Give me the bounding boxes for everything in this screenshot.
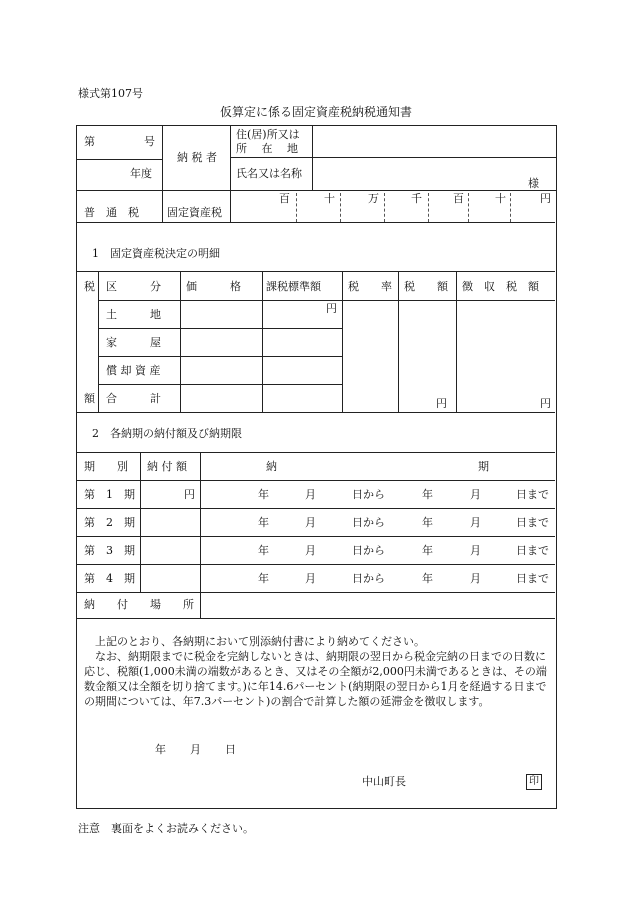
deadline-end-month: 月 xyxy=(470,516,481,529)
unit-ten: 十 xyxy=(495,192,506,205)
col-header-taxable-base: 課税標準額 xyxy=(266,280,321,293)
deadline-start-month: 月 xyxy=(305,516,316,529)
deadline-end-year: 年 xyxy=(422,572,433,585)
footer-note: 注意 裏面をよくお読みください。 xyxy=(78,822,254,835)
deadline-end-month: 月 xyxy=(470,572,481,585)
unit-ten-million: 十 xyxy=(324,192,335,205)
tax-side-label-bottom: 額 xyxy=(84,392,95,405)
issuer-name: 中山町長 xyxy=(362,775,406,788)
col-header-category: 区 分 xyxy=(106,280,161,293)
row-label-total: 合 計 xyxy=(106,392,161,405)
deadline-start-day: 日から xyxy=(352,516,385,529)
unit-hundred: 百 xyxy=(453,192,464,205)
deadline-end-month: 月 xyxy=(470,544,481,557)
taxpayer-label: 納 税 者 xyxy=(177,151,217,164)
deadline-start-day: 日から xyxy=(352,572,385,585)
col-header-payment-amount: 納 付 額 xyxy=(147,460,187,473)
deadline-start-year: 年 xyxy=(258,516,269,529)
unit-thousand: 千 xyxy=(411,192,422,205)
number-suffix: 号 xyxy=(144,135,155,148)
deadline-end-year: 年 xyxy=(422,488,433,501)
col-header-tax-rate: 税 率 xyxy=(348,280,392,293)
name-label: 氏名又は名称 xyxy=(236,167,302,180)
deadline-end-day: 日まで xyxy=(516,516,549,529)
unit-yen: 円 xyxy=(540,192,551,205)
section2-heading: 2 各納期の納付額及び納期限 xyxy=(92,427,242,440)
unit-hundred-million: 百 xyxy=(279,192,290,205)
fiscal-year-label: 年度 xyxy=(130,167,152,180)
deadline-end-month: 月 xyxy=(470,488,481,501)
deadline-start-year: 年 xyxy=(258,572,269,585)
number-prefix: 第 xyxy=(84,135,95,148)
tax-category: 普 通 税 xyxy=(84,206,139,219)
deadline-start-year: 年 xyxy=(258,488,269,501)
taxable-base-yen-unit: 円 xyxy=(326,302,337,315)
document-title: 仮算定に係る固定資産税納税通知書 xyxy=(220,105,413,119)
deadline-start-month: 月 xyxy=(305,544,316,557)
deadline-end-day: 日まで xyxy=(516,488,549,501)
tax-name: 固定資産税 xyxy=(167,206,222,219)
deadline-end-day: 日まで xyxy=(516,572,549,585)
col-header-collected-tax: 徴 収 税 額 xyxy=(462,280,539,293)
payment-yen-unit: 円 xyxy=(184,488,195,501)
address-label-line2: 所 在 地 xyxy=(236,142,298,155)
period-label-4: 第 4 期 xyxy=(84,572,135,585)
unit-ten-thousand: 万 xyxy=(368,192,379,205)
deadline-start-year: 年 xyxy=(258,544,269,557)
col-header-tax-amount: 税 額 xyxy=(404,280,448,293)
tax-amount-yen-unit: 円 xyxy=(436,397,447,410)
date-day: 日 xyxy=(225,743,236,756)
col-header-deadline-left: 納 xyxy=(266,460,277,473)
date-month: 月 xyxy=(190,743,201,756)
section1-heading: 1 固定資産税決定の明細 xyxy=(92,247,220,260)
deadline-start-month: 月 xyxy=(305,488,316,501)
date-year: 年 xyxy=(155,743,166,756)
deadline-start-day: 日から xyxy=(352,488,385,501)
deadline-start-day: 日から xyxy=(352,544,385,557)
tax-side-label-top: 税 xyxy=(84,280,95,293)
period-label-2: 第 2 期 xyxy=(84,516,135,529)
row-label-land: 土 地 xyxy=(106,308,161,321)
notice-paragraph xyxy=(84,634,554,709)
col-header-deadline-right: 期 xyxy=(478,460,489,473)
deadline-end-year: 年 xyxy=(422,544,433,557)
row-label-depreciable-assets: 償 却 資 産 xyxy=(106,364,161,377)
payment-place-label: 納 付 場 所 xyxy=(84,598,194,611)
address-label-line1: 住(居)所又は xyxy=(236,128,300,141)
honorific-sama: 様 xyxy=(528,177,539,190)
deadline-start-month: 月 xyxy=(305,572,316,585)
col-header-value: 価 格 xyxy=(186,280,241,293)
period-label-3: 第 3 期 xyxy=(84,544,135,557)
deadline-end-year: 年 xyxy=(422,516,433,529)
collected-tax-yen-unit: 円 xyxy=(540,397,551,410)
deadline-end-day: 日まで xyxy=(516,544,549,557)
col-header-period: 期 別 xyxy=(84,460,128,473)
seal-mark: 印 xyxy=(526,774,542,790)
notice-line-2: なお、納期限までに税金を完納しないときは、納期限の翌日から税金完納の日までの日数に応じ、税額(1,000未満の端数があるとき、又はその全額が2,000円未満であるときは、その端数金額又は全額を切り捨てます。)に年14.6パーセント(納期限の翌日から1月を経過する日までの期間については、年7.3パーセント)の割合で計算した額の延滞金を徴収します。 xyxy=(84,650,547,708)
row-label-house: 家 屋 xyxy=(106,336,161,349)
period-label-1: 第 1 期 xyxy=(84,488,135,501)
notice-line-1: 上記のとおり、各納期において別添納付書により納めてください。 xyxy=(95,635,425,648)
form-number: 様式第107号 xyxy=(78,87,143,100)
